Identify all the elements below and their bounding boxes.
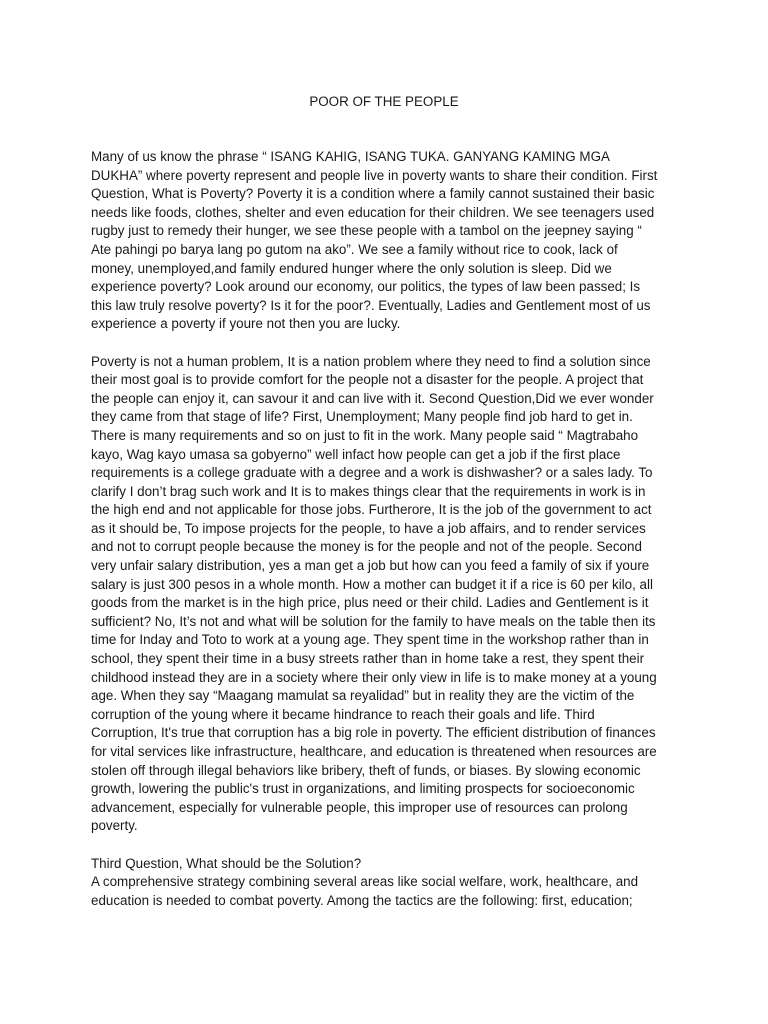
paragraph-intro: Many of us know the phrase “ ISANG KAHIG, ISANG TUKA. GANYANG KAMING MGA DUKHA” where poverty represent and people live in poverty wants to share their condition. First Question, What is Poverty? Poverty it is a condition where a family cannot sustained their basic needs like foods, clothes, shelter and even education for their children. We see teenagers used rugby just to remedy their hunger, we see these people with a tambol on the jeepney saying “ Ate pahingi po barya lang po gutom na ako”. We see a family without rice to cook, lack of money, unemployed,and family endured hunger where the only solution is sleep. Did we experience poverty? Look around our economy, our politics, the types of law been passed; Is this law truly resolve poverty? Is it for the poor?. Eventually, Ladies and Gentlement most of us experience a poverty if youre not then you are lucky. bbox=[91, 149, 658, 332]
paragraph-third-question: Third Question, What should be the Solution? bbox=[91, 855, 362, 871]
document-title: POOR OF THE PEOPLE bbox=[309, 94, 459, 109]
document-body bbox=[91, 148, 681, 929]
paragraph-causes: Poverty is not a human problem, It is a nation problem where they need to find a solution since their most goal is to provide comfort for the people not a disaster for the people. A project that the people can enjoy it, can savour it and can live with it. Second Question,Did we ever wonder they came from that stage of life? First, Unemployment; Many people find job hard to get in. There is many requirements and so on just to fit in the work. Many people said “ Magtrabaho kayo, Wag kayo umasa sa gobyerno” well infact how people can get a job if the first place requirements is a college graduate with a degree and a work is dishwasher? or a sales lady. To clarify I don’t brag such work and It is to makes things clear that the requirements in work is in the high end and not applicable for those jobs. Furtherore, It is the job of the government to act as it should be, To impose projects for the people, to have a job affairs, and to render services and not to corrupt people because the money is for the people and not of the people. Second very unfair salary distribution, yes a man get a job but how can you feed a family of six if youre salary is just 300 pesos in a whole month. How a mother can budget it if a rice is 60 per kilo, all goods from the market is in the high price, plus need or their child. Ladies and Gentlement is it sufficient? No, It’s not and what will be solution for the family to have meals on the table then its time for Inday and Toto to work at a young age. They spent time in the workshop rather than in school, they spent their time in a busy streets rather than in home take a rest, they spent their childhood instead they are in a society where their only view in life is to make money at a young age. When they say “Maagang mamulat sa reyalidad” but in reality they are the victim of the corruption of the young where it became hindrance to reach their goals and life. Third Corruption, It's true that corruption has a big role in poverty. The efficient distribution of finances for vital services like infrastructure, healthcare, and education is threatened when resources are stolen off through illegal behaviors like bribery, theft of funds, or biases. By slowing economic growth, lowering the public's trust in organizations, and limiting prospects for socioeconomic advancement, especially for vulnerable people, this improper use of resources can prolong poverty. bbox=[91, 353, 657, 834]
paragraph-solution: A comprehensive strategy combining several areas like social welfare, work, healthcare, and education is needed to combat poverty. Among the tactics are the following: first, education; bbox=[91, 874, 639, 908]
